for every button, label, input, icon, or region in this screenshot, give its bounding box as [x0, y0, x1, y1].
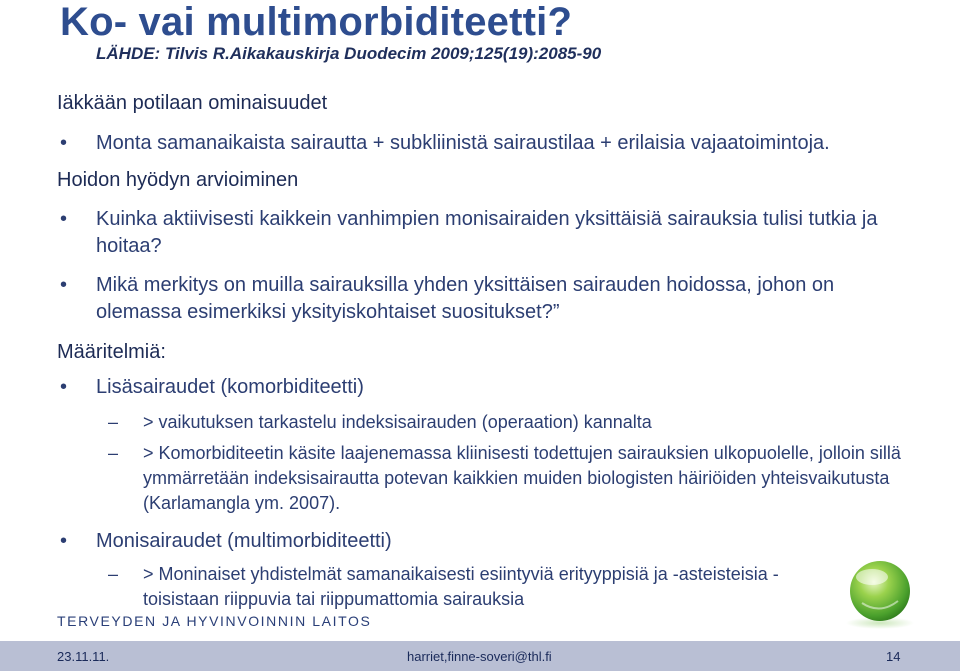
footer-email: harriet,finne-soveri@thl.fi — [407, 649, 552, 664]
section-heading-patient-features: Iäkkään potilaan ominaisuudet — [57, 92, 328, 114]
bullet-multimorbidity: • Monisairaudet (multimorbiditeetti) — [96, 528, 856, 555]
bullet-significance: • Mikä merkitys on muilla sairauksilla yhden yksittäisen sairauden hoidossa, johon on olemassa esimerkiksi yksityiskohtaiset suositukset?” — [96, 272, 916, 326]
bullet-how-actively: • Kuinka aktiivisesti kaikkein vanhimpien monisairaiden yksittäisiä sairauksia tulisi tutkia ja hoitaa? — [96, 206, 886, 260]
sub-bullet-index-disease: – > vaikutuksen tarkastelu indeksisairauden (operaation) kannalta — [143, 410, 913, 435]
sub-bullet-comorbidity-concept: – > Komorbiditeetin käsite laajenemassa kliinisesti todettujen sairauksien ulkopuolelle, jolloin sillä ymmärretään indeksisairautta potevan kaikkien muiden biologisten häiriöiden yhteisvaikutusta (Karlamangla ym. 2007). — [143, 441, 918, 516]
section-heading-definitions: Määritelmiä: — [57, 341, 166, 363]
footer-page-number: 14 — [886, 649, 901, 664]
sub-bullet-combinations: – > Moninaiset yhdistelmät samanaikaisesti esiintyviä erityyppisiä ja -asteisteisia - toisistaan riippuvia tai riippumattomia sairauksia — [143, 562, 833, 612]
slide-title: Ko- vai multimorbiditeetti? — [60, 0, 573, 44]
bullet-comorbidity: • Lisäsairaudet (komorbiditeetti) — [96, 374, 856, 401]
green-sphere-logo-icon — [832, 555, 928, 631]
footer-bar — [0, 641, 960, 671]
section-heading-treatment-benefit: Hoidon hyödyn arvioiminen — [57, 169, 299, 191]
footer-date: 23.11.11. — [57, 649, 110, 664]
source-citation: LÄHDE: Tilvis R.Aikakauskirja Duodecim 2009;125(19):2085-90 — [96, 44, 602, 63]
institution-name: TERVEYDEN JA HYVINVOINNIN LAITOS — [57, 613, 372, 629]
bullet-many-diseases: • Monta samanaikaista sairautta + subkliinistä sairaustilaa + erilaisia vajaatoimintoja. — [96, 130, 916, 157]
